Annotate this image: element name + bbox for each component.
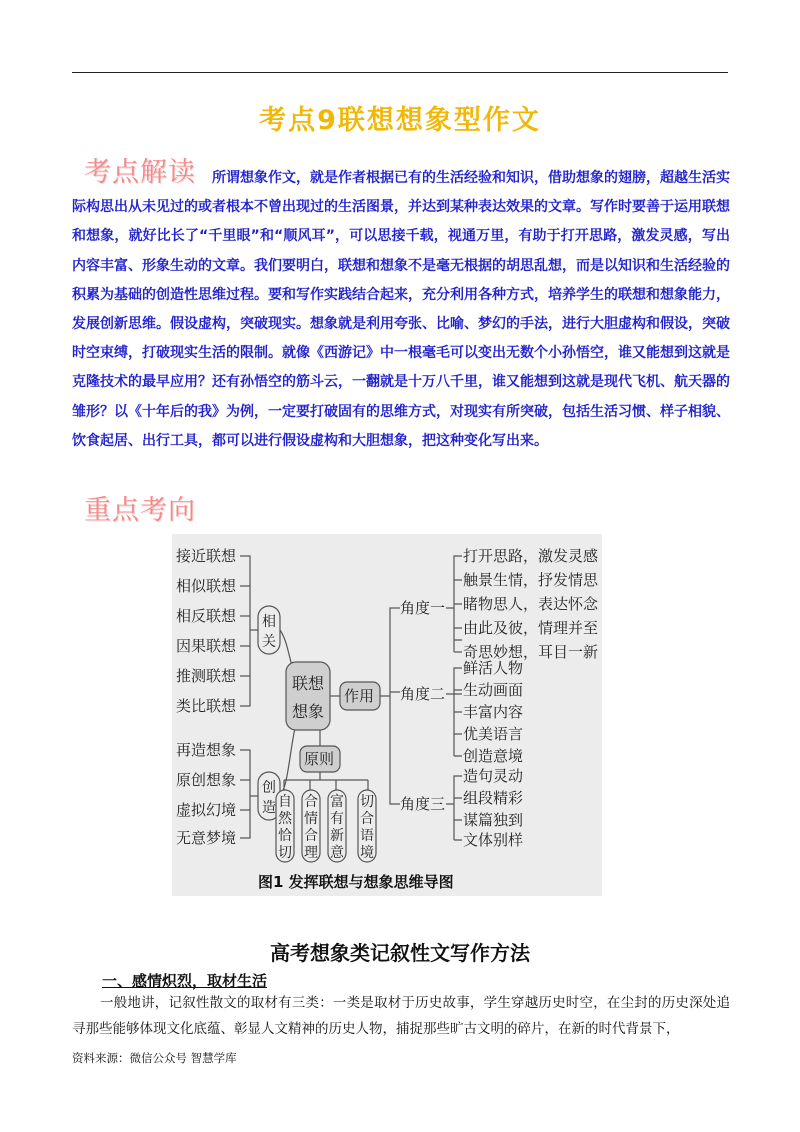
- center-label: 联想: [292, 674, 325, 693]
- angle1-item: 奇思妙想，耳目一新: [463, 643, 599, 661]
- angle-label: 角度三: [400, 795, 446, 813]
- angle3-item: 造句灵动: [463, 767, 524, 785]
- left-upper-item: 相似联想: [176, 577, 237, 595]
- xiangguan-char: 关: [262, 634, 276, 650]
- left-lower-item: 再造想象: [176, 741, 237, 759]
- principle-item: 切合语境: [360, 794, 374, 861]
- article-heading: 高考想象类记叙性文写作方法: [270, 941, 530, 965]
- angle3-item: 文体别样: [463, 831, 524, 849]
- figure-caption: 图1 发挥联想与想象思维导图: [258, 873, 454, 891]
- left-upper-item: 相反联想: [176, 607, 237, 625]
- angle1-item: 由此及彼，情理并至: [463, 619, 599, 637]
- body-paragraph: 一般地讲，记叙性散文的取材有三类：一类是取材于历史故事，学生穿越历史时空，在尘封的历史深处追寻那些能够体现文化底蕴、彰显人文精神的历史人物，捕捉那些旷古文明的碎片，在新的时代背景下，: [72, 995, 730, 1037]
- page-title: 考点9联想想象型作文: [259, 105, 541, 136]
- chuangzao-char: 创: [262, 780, 276, 796]
- left-upper-item: 类比联想: [176, 697, 237, 715]
- source-footer: 资料来源：微信公众号 智慧学库: [72, 1051, 237, 1065]
- intro-paragraph: 所谓想象作文，就是作者根据已有的生活经验和知识，借助想象的翅膀，超越生活实际构思出从未见过的或者根本不曾出现过的生活图景，并达到某种表达效果的文章。写作时要善于运用联想和想象，就好比长了“千里眼”和“顺风耳”，可以思接千载，视通万里，有助于打开思路，激发灵感，写出内容丰富、形象生动的文章。我们要明白，联想和想象不是毫无根据的胡思乱想，而是以知识和生活经验的积累为基础的创造性思维过程。要和写作实践结合起来，充分利用各种方式，培养学生的联想和想象能力，发展创新思维。假设虚构，突破现实。想象就是利用夸张、比喻、梦幻的手法，进行大胆虚构和假设，突破时空束缚，打破现实生活的限制。就像《西游记》中一根毫毛可以变出无数个小孙悟空，谁又能想到这就是克隆技术的最早应用？还有孙悟空的筋斗云，一翻就是十万八千里，谁又能想到这就是现代飞机、航天器的雏形？以《十年后的我》为例，一定要打破固有的思维方式，对现实有所突破，包括生活习惯、样子相貌、饮食起居、出行工具，都可以进行假设虚构和大胆想象，把这种变化写出来。: [72, 170, 730, 449]
- angle-label: 角度二: [400, 685, 446, 703]
- center-label: 想象: [292, 702, 325, 721]
- zuoyong-label: 作用: [344, 687, 375, 705]
- left-upper-item: 因果联想: [176, 637, 237, 655]
- angle3-item: 组段精彩: [463, 789, 524, 807]
- angle2-item: 创造意境: [463, 747, 524, 765]
- section-label-reading: 考点解读: [84, 157, 196, 188]
- left-upper-item: 接近联想: [176, 547, 237, 565]
- top-rule: [72, 72, 728, 73]
- principle-item: 自然恰切: [278, 794, 292, 861]
- principle-item: 合情合理: [304, 794, 318, 861]
- section-label-focus: 重点考向: [84, 495, 196, 526]
- chuangzao-char: 造: [262, 800, 276, 816]
- angle2-item: 丰富内容: [463, 703, 524, 721]
- principle-item: 富有新意: [330, 794, 344, 861]
- angle1-item: 触景生情，抒发情思: [463, 571, 599, 589]
- left-lower-item: 虚拟幻境: [176, 801, 237, 819]
- angle3-item: 谋篇独到: [463, 811, 524, 829]
- angle2-item: 生动画面: [463, 681, 524, 699]
- angle2-item: 优美语言: [463, 725, 524, 743]
- angle2-item: 鲜活人物: [463, 659, 524, 677]
- left-lower-item: 原创想象: [176, 771, 237, 789]
- subsection-heading: 一、感情炽烈，取材生活: [102, 972, 268, 990]
- left-lower-item: 无意梦境: [176, 829, 237, 847]
- left-upper-item: 推测联想: [176, 667, 237, 685]
- mind-map-figure: [172, 534, 602, 896]
- mind-map-svg: [172, 534, 602, 896]
- yuanze-label: 原则: [304, 750, 335, 768]
- angle-label: 角度一: [400, 599, 446, 617]
- xiangguan-char: 相: [262, 614, 276, 630]
- angle1-item: 打开思路，激发灵感: [463, 547, 599, 565]
- angle1-item: 睹物思人，表达怀念: [463, 595, 599, 613]
